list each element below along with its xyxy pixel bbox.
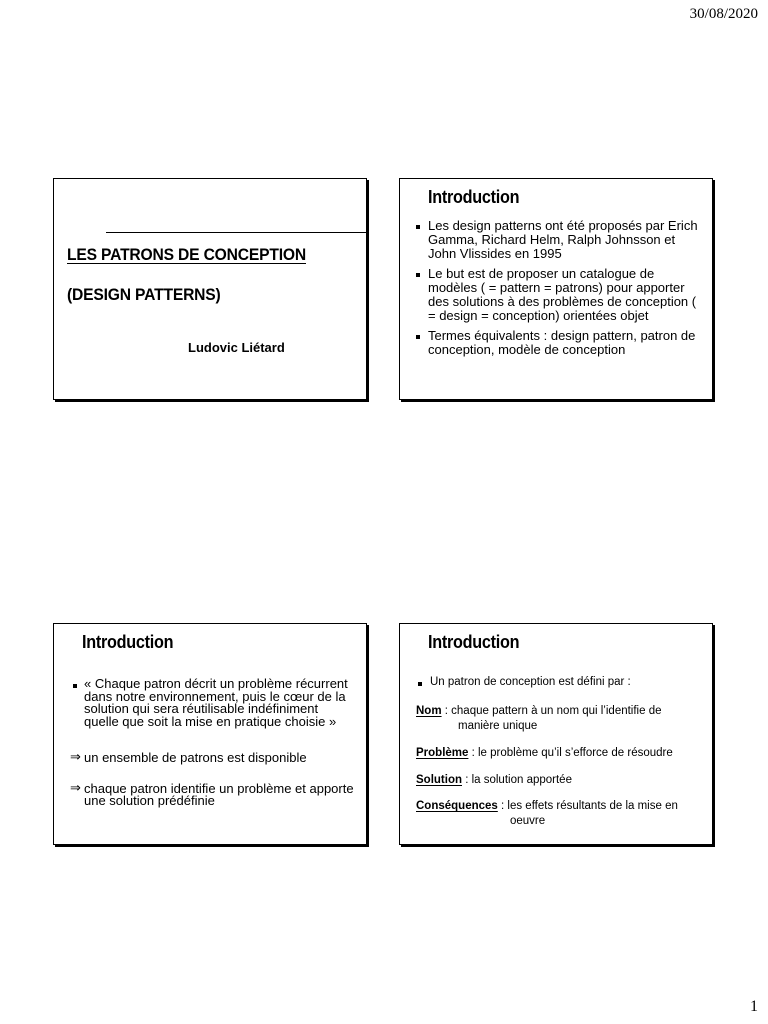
list-item: Les design patterns ont été proposés par Erich Gamma, Richard Helm, Ralph Johnsson et John Vlissides en 1995 — [414, 219, 704, 261]
slide-subtitle: (DESIGN PATTERNS) — [67, 285, 221, 304]
slide-title: Introduction — [82, 632, 174, 652]
definition-consequences: Conséquences : les effets résultants de la mise en oeuvre — [416, 800, 678, 827]
bullet-icon — [418, 682, 422, 686]
bullet-icon — [73, 684, 77, 688]
bullet-list — [414, 219, 704, 363]
slide-introduction-1 — [399, 178, 713, 400]
implies-arrow-icon: ⇒ — [70, 750, 81, 765]
print-date: 30/08/2020 — [689, 6, 758, 22]
list-item: Le but est de proposer un catalogue de modèles ( = pattern = patrons) pour apporter des solutions à des problèmes de conception ( = design = conception) orientées objet — [414, 267, 704, 323]
implication-item: ⇒ chaque patron identifie un problème et apporte une solution prédéfinie — [70, 780, 354, 808]
slide-main-title: LES PATRONS DE CONCEPTION — [67, 245, 306, 264]
slide-title-page — [53, 178, 367, 400]
implication-item: ⇒ un ensemble de patrons est disponible — [70, 750, 307, 765]
author-name: Ludovic Liétard — [188, 340, 285, 355]
bullet-icon — [416, 273, 420, 277]
definition-probleme: Problème : le problème qu’il s’efforce de résoudre — [416, 747, 673, 759]
list-item: Termes équivalents : design pattern, patron de conception, modèle de conception — [414, 329, 704, 357]
slide-title: Introduction — [428, 187, 520, 207]
definition-nom: Nom : chaque pattern à un nom qui l’identifie de manière unique — [416, 705, 662, 732]
quote-item: « Chaque patron décrit un problème récurrent dans notre environnement, puis le cœur de la solution qui sera réutilisable indéfiniment quelle que soit la mise en pratique choisie » — [68, 678, 356, 728]
intro-item: Un patron de conception est défini par : — [418, 676, 631, 688]
page-number: 1 — [750, 998, 758, 1015]
title-divider — [106, 232, 368, 233]
slide-introduction-3 — [399, 623, 713, 845]
slide-introduction-2 — [53, 623, 367, 845]
bullet-icon — [416, 335, 420, 339]
implies-arrow-icon: ⇒ — [70, 780, 81, 796]
bullet-icon — [416, 225, 420, 229]
slide-title: Introduction — [428, 632, 520, 652]
definition-solution: Solution : la solution apportée — [416, 774, 572, 786]
